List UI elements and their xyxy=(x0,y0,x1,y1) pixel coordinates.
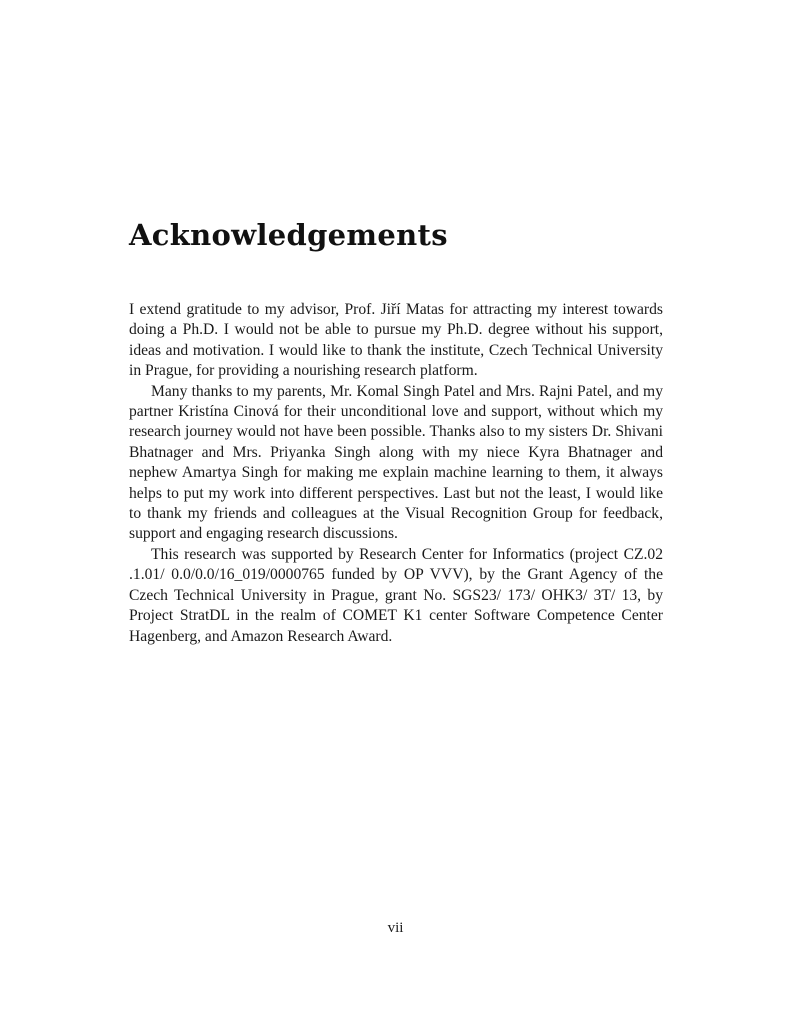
paragraph-funding: This research was supported by Research Center for Informatics (project CZ.02 .1.01/ 0.0/0.0/16_019/0000765 funded by OP VVV), by the Grant Agency of the Czech Technical University in Prague, grant No. SGS23/ 173/ OHK3/ 3T/ 13, by Project StratDL in the realm of COMET K1 center Software Competence Center Hagenberg, and Amazon Research Award. xyxy=(129,545,663,645)
page-title: Acknowledgements xyxy=(129,218,448,252)
page-number: vii xyxy=(387,920,404,936)
acknowledgements-body xyxy=(129,300,663,647)
paragraph-family: Many thanks to my parents, Mr. Komal Singh Patel and Mrs. Rajni Patel, and my partner Kristína Cinová for their unconditional love and support, without which my research journey would not have been possible. Thanks also to my sisters Dr. Shivani Bhatnager and Mrs. Priyanka Singh along with my niece Kyra Bhatnager and nephew Amartya Singh for making me explain machine learning to them, it always helps to put my work into different perspectives. Last but not the least, I would like to thank my friends and colleagues at the Visual Recognition Group for feedback, support and engaging research discussions. xyxy=(129,382,663,543)
paragraph-advisor: I extend gratitude to my advisor, Prof. Jiří Matas for attracting my interest towards doing a Ph.D. I would not be able to pursue my Ph.D. degree without his support, ideas and motivation. I would like to thank the institute, Czech Technical University in Prague, for providing a nourishing research platform. xyxy=(129,301,663,380)
